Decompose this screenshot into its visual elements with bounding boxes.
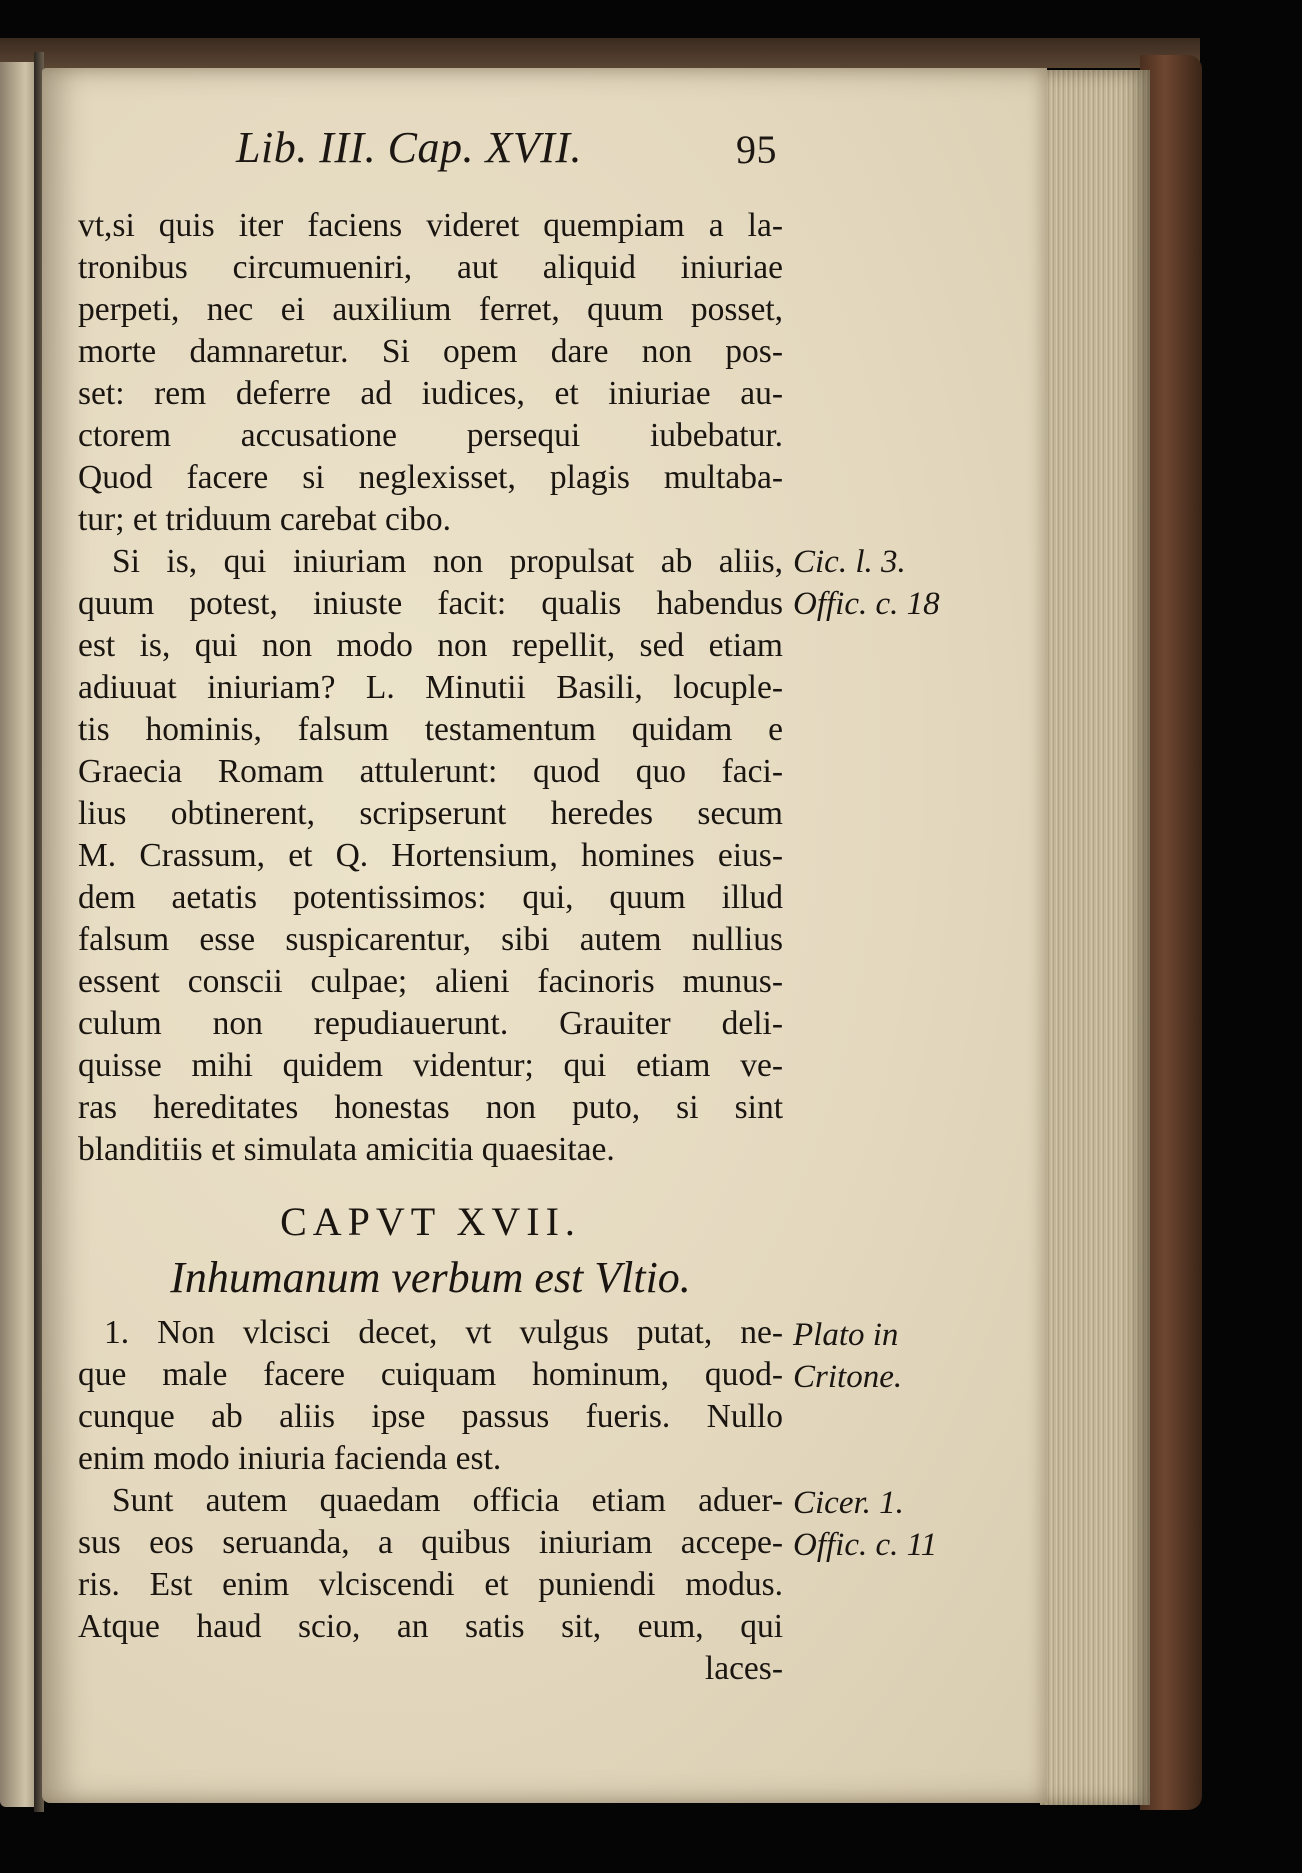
chapter-heading: CAPVT XVII. <box>280 1199 581 1244</box>
text-line: Quod facere si neglexisset, plagis multaba- <box>78 459 783 496</box>
running-title: Lib. III. Cap. XVII. <box>236 123 583 172</box>
text-line: morte damnaretur. Si opem dare non pos- <box>78 333 783 370</box>
page-fore-edge <box>1040 70 1150 1805</box>
text-line: M. Crassum, et Q. Hortensium, homines eius- <box>78 837 783 874</box>
text-line: ctorem accusatione persequi iubebatur. <box>78 417 783 454</box>
text-line: quum potest, iniuste facit: qualis habendus <box>78 585 783 622</box>
text-line: falsum esse suspicarentur, sibi autem nullius <box>78 921 783 958</box>
text-line: set: rem deferre ad iudices, et iniuriae au- <box>78 375 783 412</box>
text-line: que male facere cuiquam hominum, quod- <box>78 1356 783 1393</box>
text-line: cunque ab aliis ipse passus fueris. Nullo <box>78 1398 783 1435</box>
text-line: perpeti, nec ei auxilium ferret, quum posset, <box>78 291 783 328</box>
marginal-note: Critone. <box>793 1359 903 1395</box>
text-line: culum non repudiauerunt. Grauiter deli- <box>78 1005 783 1042</box>
text-line: enim modo iniuria facienda est. <box>78 1440 502 1477</box>
text-line: tis hominis, falsum testamentum quidam e <box>78 711 783 748</box>
text-line: tronibus circumueniri, aut aliquid iniuriae <box>78 249 783 286</box>
text-line: sus eos seruanda, a quibus iniuriam accepe- <box>78 1524 783 1561</box>
text-line: est is, qui non modo non repellit, sed etiam <box>78 627 783 664</box>
marginal-note: Cicer. 1. <box>793 1485 904 1521</box>
text-line: ris. Est enim vlciscendi et puniendi modus. <box>78 1566 783 1603</box>
text-line: lius obtinerent, scripserunt heredes secum <box>78 795 783 832</box>
text-line: tur; et triduum carebat cibo. <box>78 501 452 538</box>
book-cover-top <box>0 38 1200 68</box>
text-line: 1. Non vlcisci decet, vt vulgus putat, ne- <box>104 1314 783 1351</box>
page-number: 95 <box>736 127 777 172</box>
text-line: ras hereditates honestas non puto, si sint <box>78 1089 783 1126</box>
catchword: laces- <box>704 1650 783 1687</box>
left-page-edge <box>0 62 36 1807</box>
running-header <box>236 122 796 182</box>
text-line: Si is, qui iniuriam non propulsat ab aliis, <box>112 543 783 580</box>
text-line: Graecia Romam attulerunt: quod quo faci- <box>78 753 783 790</box>
marginal-note: Plato in <box>793 1317 899 1353</box>
text-line: blanditiis et simulata amicitia quaesitae. <box>78 1131 615 1168</box>
chapter-subtitle: Inhumanum verbum est Vltio. <box>170 1253 691 1302</box>
marginal-note: Offic. c. 18 <box>793 586 940 622</box>
text-line: vt,si quis iter faciens videret quempiam a la- <box>78 207 783 244</box>
text-line: quisse mihi quidem videntur; qui etiam ve- <box>78 1047 783 1084</box>
marginal-note: Offic. c. 11 <box>793 1527 938 1563</box>
text-line: essent conscii culpae; alieni facinoris munus- <box>78 963 783 1000</box>
marginal-note: Cic. l. 3. <box>793 544 906 580</box>
text-line: adiuuat iniuriam? L. Minutii Basili, locuple- <box>78 669 783 706</box>
text-line: Atque haud scio, an satis sit, eum, qui <box>78 1608 783 1645</box>
text-line: Sunt autem quaedam officia etiam aduer- <box>112 1482 783 1519</box>
text-line: dem aetatis potentissimos: qui, quum illud <box>78 879 783 916</box>
